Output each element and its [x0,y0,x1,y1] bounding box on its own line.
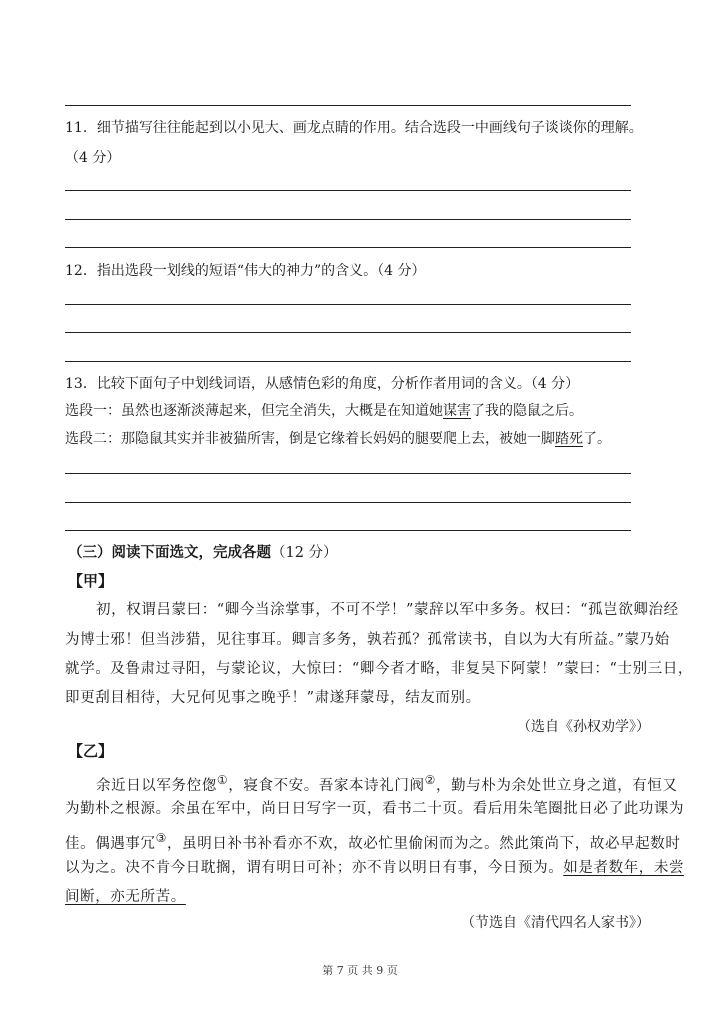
section-3-points: （12 分） [271,545,338,561]
answer-line [65,473,631,474]
answer-line [65,219,631,220]
passage-text: ，寝食不安。吾家本诗礼门阀 [228,777,425,794]
passage-yi-line [65,859,684,877]
footnote-mark: ① [216,773,229,787]
passage-yi-line [65,829,680,853]
passage-text: 佳。偶遇事冗 [65,835,156,852]
section-3-title: （三）阅读下面选文，完成各题 [68,544,271,561]
passage-yi-line [96,771,678,795]
passage-jia-label: 【甲】 [68,572,114,590]
sentence-text: 了我的隐鼠之后。 [471,403,583,419]
answer-line [65,530,631,531]
passage-yi-source: （节选自《清代四名人家书》） [461,915,650,931]
passage-jia-line: 即更刮目相待，大兄何见事之晚乎！”肃遂拜蒙母，结友而别。 [65,690,481,706]
section-3-heading [68,544,338,562]
passage-yi-label: 【乙】 [68,742,114,760]
passage-yi-line [65,888,186,906]
underlined-sentence: 如是者数年，未尝 [563,860,685,876]
page-footer: 第 7 页 共 9 页 [322,964,398,977]
question-13-sentence-1 [65,402,583,420]
question-11: 11．细节描写往往能起到以小见大、画龙点睛的作用。结合选段一中画线句子谈谈你的理解。 [65,120,643,136]
passage-yi-line: 为勤朴之根源。余虽在军中，尚日日写字一页，看书二十页。看后用朱笔圈批日必了此功课为 [65,801,685,817]
question-12: 12．指出选段一划线的短语“伟大的神力”的含义。（4 分） [65,263,426,279]
answer-line [65,332,631,333]
answer-line [65,190,631,191]
passage-jia-line: 就学。及鲁肃过寻阳，与蒙论议，大惊曰：“卿今者才略，非复吴下阿蒙！”蒙曰：“士别三日， [65,661,694,677]
sentence-text: 选段二：那隐鼠其实并非被猫所害，倒是它缘着长妈妈的腿要爬上去，被她一脚 [65,431,555,447]
question-13: 13．比较下面句子中划线词语，从感情色彩的角度，分析作者用词的含义。（4 分） [65,376,580,392]
passage-text: ，勤与朴为余处世立身之道，有恒又 [436,777,678,794]
passage-jia-source: （选自《孙权劝学》） [517,719,650,735]
answer-line [65,502,631,503]
underlined-sentence: 间断，亦无所苦。 [65,889,186,905]
answer-line [65,304,631,305]
question-11-points: （4 分） [65,150,121,166]
answer-line [65,247,631,248]
passage-text: 以为之。决不肯今日耽搁，谓有明日可补；亦不肯以明日有事，今日预为。 [65,860,564,876]
answer-line [65,361,631,362]
passage-jia-line: 初，权谓吕蒙曰：“卿今当涂掌事，不可不学！”蒙辞以军中多务。权曰：“孤岂欲卿治经 [96,602,679,618]
underlined-word: 踏死 [555,431,583,447]
sentence-text: 选段一：虽然也逐渐淡薄起来，但完全消失，大概是在知道她 [65,403,443,419]
footnote-mark: ③ [155,831,168,845]
underlined-word: 谋害 [443,403,471,419]
question-13-sentence-2 [65,430,611,448]
sentence-text: 了。 [583,431,611,447]
footnote-mark: ② [424,773,436,787]
passage-jia-line: 为博士邪！但当涉猎，见往事耳。卿言多务，孰若孤？孤常读书，自以为大有所益。”蒙乃始 [65,632,670,648]
passage-text: 余近日以军务倥偬 [96,777,217,794]
answer-line [65,105,631,106]
passage-text: ，虽明日补书补看亦不欢，故必忙里偷闲而为之。然此策尚下，故必早起数时 [167,835,681,852]
